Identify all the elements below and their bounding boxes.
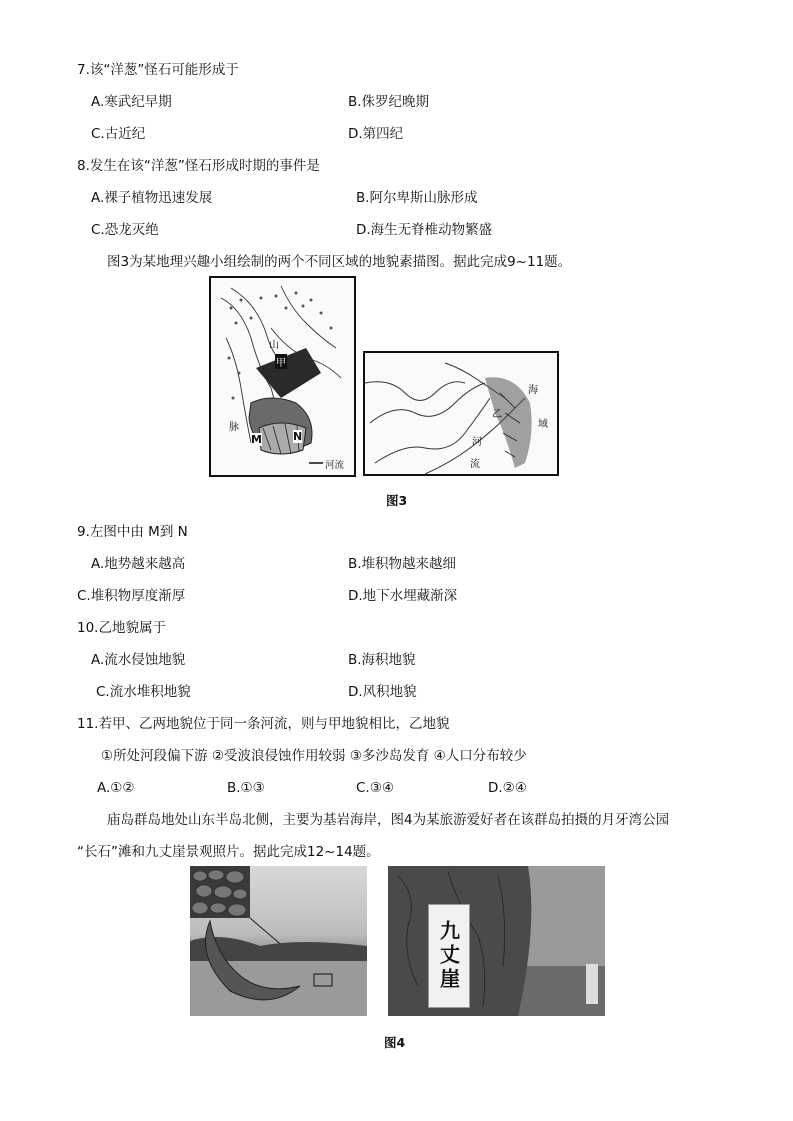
- cliff-scene: [388, 866, 605, 1016]
- cliff-sign: [428, 904, 470, 1008]
- q7-option-b: B.侏罗纪晚期: [348, 94, 430, 110]
- q8-option-c: C.恐龙灭绝: [91, 222, 159, 238]
- legend-river: 河流: [325, 460, 345, 471]
- label-m: M: [251, 433, 262, 446]
- q10-option-c: C.流水堆积地貌: [96, 684, 191, 700]
- q8-option-a: A.裸子植物迅速发展: [91, 190, 213, 206]
- fig3-intro: 图3为某地理兴趣小组绘制的两个不同区域的地貌素描图。据此完成9~11题。: [107, 254, 572, 270]
- q11-option-a: A.①②: [97, 780, 135, 796]
- alluvial-fan-sketch: [211, 278, 354, 475]
- q9-stem: 9.左图中由 M到 N: [77, 524, 188, 540]
- cliff-sign-text: 九丈崖: [436, 920, 461, 992]
- q11-option-b: B.①③: [227, 780, 265, 796]
- q7-option-a: A.寒武纪早期: [91, 94, 172, 110]
- q11-statements: ①所处河段偏下游 ②受波浪侵蚀作用较弱 ③多沙岛发育 ④人口分布较少: [101, 748, 527, 764]
- label-liu: 流: [470, 459, 480, 470]
- q9-option-a: A.地势越来越高: [91, 556, 186, 572]
- label-shan: 山: [269, 340, 279, 351]
- q10-option-a: A.流水侵蚀地貌: [91, 652, 186, 668]
- q7-option-c: C.古近纪: [91, 126, 146, 142]
- delta-sketch: [365, 353, 557, 474]
- fig3-left-sketch: [209, 276, 356, 477]
- q9-option-c: C.堆积物厚度渐厚: [77, 588, 186, 604]
- fig4-caption: 图4: [384, 1035, 406, 1050]
- label-he: 河: [472, 437, 482, 448]
- q9-option-d: D.地下水埋藏渐深: [348, 588, 458, 604]
- beach-scene: [190, 866, 367, 1016]
- q8-option-b: B.阿尔卑斯山脉形成: [356, 190, 478, 206]
- q8-stem: 8.发生在该“洋葱”怪石形成时期的事件是: [77, 158, 320, 174]
- fig4-intro-line2: “长石”滩和九丈崖景观照片。据此完成12~14题。: [77, 844, 380, 860]
- label-yu: 域: [538, 419, 548, 430]
- label-mai: 脉: [229, 422, 239, 433]
- q8-option-d: D.海生无脊椎动物繁盛: [356, 222, 493, 238]
- q10-option-d: D.风积地貌: [348, 684, 417, 700]
- fig4-intro-line1: 庙岛群岛地处山东半岛北侧，主要为基岩海岸，图4为某旅游爱好者在该群岛拍摄的月牙湾公园: [107, 812, 670, 828]
- q9-option-b: B.堆积物越来越细: [348, 556, 457, 572]
- q11-option-d: D.②④: [488, 780, 527, 796]
- label-n: N: [293, 430, 303, 443]
- q7-stem: 7.该“洋葱”怪石可能形成于: [77, 62, 239, 78]
- fig3-caption: 图3: [386, 493, 408, 508]
- q10-option-b: B.海积地貌: [348, 652, 416, 668]
- fig4-left-photo: [190, 866, 367, 1016]
- q7-option-d: D.第四纪: [348, 126, 404, 142]
- label-jia: 甲: [275, 354, 287, 369]
- fig3-right-sketch: [363, 351, 559, 476]
- label-yi: 乙: [492, 409, 502, 420]
- q11-option-c: C.③④: [356, 780, 394, 796]
- label-hai: 海: [528, 385, 538, 396]
- fig4-right-photo: [388, 866, 605, 1016]
- q11-stem: 11.若甲、乙两地貌位于同一条河流，则与甲地貌相比，乙地貌: [77, 716, 450, 732]
- q10-stem: 10.乙地貌属于: [77, 620, 166, 636]
